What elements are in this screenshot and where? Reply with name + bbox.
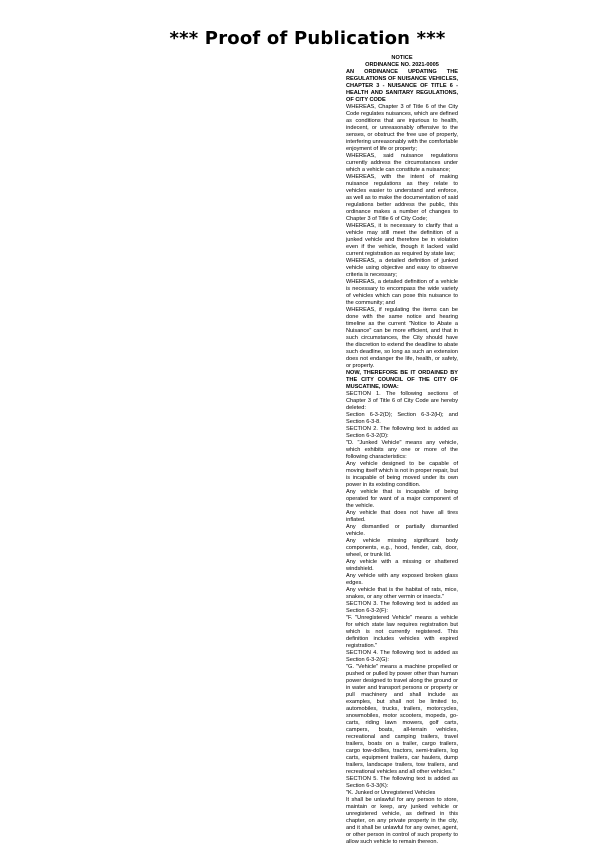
newspaper-clipping	[346, 55, 458, 845]
notice-paragraph: SECTION 4. The following text is added as Section 6-3-2(G):	[346, 650, 458, 663]
notice-paragraph: WHEREAS, if regulating the items can be done with the same notice and hearing timeline as the current "Notice to Abate a Nuisance" can be more efficient, and that in such circumstances, the City should have the discretion to extend the deadline to abate such deadline, so long as such an extension does not endanger the life, health, or safety, or property.	[346, 307, 458, 369]
notice-paragraph: Section 6-3-2(D); Section 6-3-2(H); and Section 6-3-8.	[346, 412, 458, 425]
notice-paragraph: Any vehicle with any exposed broken glass edges.	[346, 573, 458, 586]
notice-paragraph: Any vehicle that is the habitat of rats, mice, snakes, or any other vermin or insects."	[346, 587, 458, 600]
notice-paragraph: AN ORDINANCE UPDATING THE REGULATIONS OF NUISANCE VEHICLES, CHAPTER 3 - NUISANCE OF TITLE 6 - HEALTH AND SANITARY REGULATIONS, OF CITY CODE	[346, 69, 458, 103]
ordinance-number: ORDINANCE NO. 2021-0005	[365, 62, 439, 68]
notice-paragraph: It shall be unlawful for any person to store, maintain or keep, any junked vehicle or unregistered vehicle, as defined in this chapter, on any private property in the city, and it shall be unlawful for any owner, agent, or other person in control of such property to allow such vehicle to remain thereon.	[346, 797, 458, 845]
notice-paragraph: "F. "Unregistered Vehicle" means a vehicle for which state law requires registration but which is not currently registered. This definition includes vehicles with expired registration."	[346, 615, 458, 649]
notice-paragraph: SECTION 5. The following text is added as Section 6-3-3(K):	[346, 776, 458, 789]
notice-paragraph: WHEREAS, said nuisance regulations currently address the circumstances under which a vehicle can constitute a nuisance;	[346, 153, 458, 173]
notice-paragraph: NOW, THEREFORE BE IT ORDAINED BY THE CITY COUNCIL OF THE CITY OF MUSCATINE, IOWA:	[346, 370, 458, 390]
notice-paragraph: WHEREAS, a detailed definition of a vehicle is necessary to encompass the wide variety of vehicles which can pose this nuisance to the community; and	[346, 279, 458, 306]
notice-paragraph: "K. Junked or Unregistered Vehicles	[346, 790, 436, 796]
notice-paragraph: Any vehicle designed to be capable of moving itself which is not in proper repair, but is incapable of being moved under its own power in its existing condition.	[346, 461, 458, 488]
notice-paragraph: SECTION 1. The following sections of Chapter 3 of Title 6 of City Code are hereby deleted:	[346, 391, 458, 411]
notice-paragraph: WHEREAS, a detailed definition of junked vehicle using objective and easy to observe criteria is necessary;	[346, 258, 458, 278]
notice-paragraph: Any vehicle missing significant body components, e.g., hood, fender, cab, door, wheel, or trunk lid.	[346, 538, 458, 558]
notice-paragraph: Any vehicle with a missing or shattered windshield.	[346, 559, 458, 572]
page-title: *** Proof of Publication ***	[169, 28, 446, 49]
notice-paragraph: WHEREAS, Chapter 3 of Title 6 of the City Code regulates nuisances, which are defined as conditions that are injurious to health, indecent, or unreasonably offensive to the senses, or obstruct the free use of property, interfering unreasonably with the comfortable enjoyment of life or property;	[346, 104, 458, 152]
notice-paragraph: Any dismantled or partially dismantled vehicle.	[346, 524, 458, 537]
notice-paragraph: WHEREAS, with the intent of making nuisance regulations as they relate to vehicles easier to understand and enforce, as well as to make the documentation of said regulations better address the public, this ordinance makes a number of changes to Chapter 3 of Title 6 of City Code;	[346, 174, 458, 222]
notice-body	[346, 69, 458, 846]
notice-paragraph: SECTION 3. The following text is added as Section 6-3-2(F):	[346, 601, 458, 614]
notice-paragraph: "D. "Junked Vehicle" means any vehicle, which exhibits any one or more of the following characteristics:	[346, 440, 458, 460]
notice-heading: NOTICE	[391, 55, 413, 61]
notice-paragraph: Any vehicle that does not have all tires inflated.	[346, 510, 458, 523]
notice-paragraph: "G. "Vehicle" means a machine propelled or pushed or pulled by power other than human power designed to travel along the ground or in water and transport persons or property or pull machinery and shall include as examples, but shall not be limited to, automobiles, trucks, trailers, motorcycles, snowmobiles, motor scooters, mopeds, go-carts, riding lawn mowers, golf carts, campers, boats, all-terrain vehicles, recreational and camping trailers, travel trailers, boats on a trailer, cargo trailers, cargo tow-dollies, tractors, semi-trailers, log carts, equipment trailers, car haulers, dump trailers, landscape trailers, tow trailers, and recreational vehicles and all other vehicles."	[346, 664, 458, 775]
notice-paragraph: Any vehicle that is incapable of being operated for want of a major component of the vehicle.	[346, 489, 458, 509]
notice-paragraph: SECTION 2. The following text is added as Section 6-3-2(D):	[346, 426, 458, 439]
notice-paragraph: WHEREAS, it is necessary to clarify that a vehicle may still meet the definition of a junked vehicle and therefore be in violation even if the vehicle, though it lacked valid current registration as required by state law;	[346, 223, 458, 257]
